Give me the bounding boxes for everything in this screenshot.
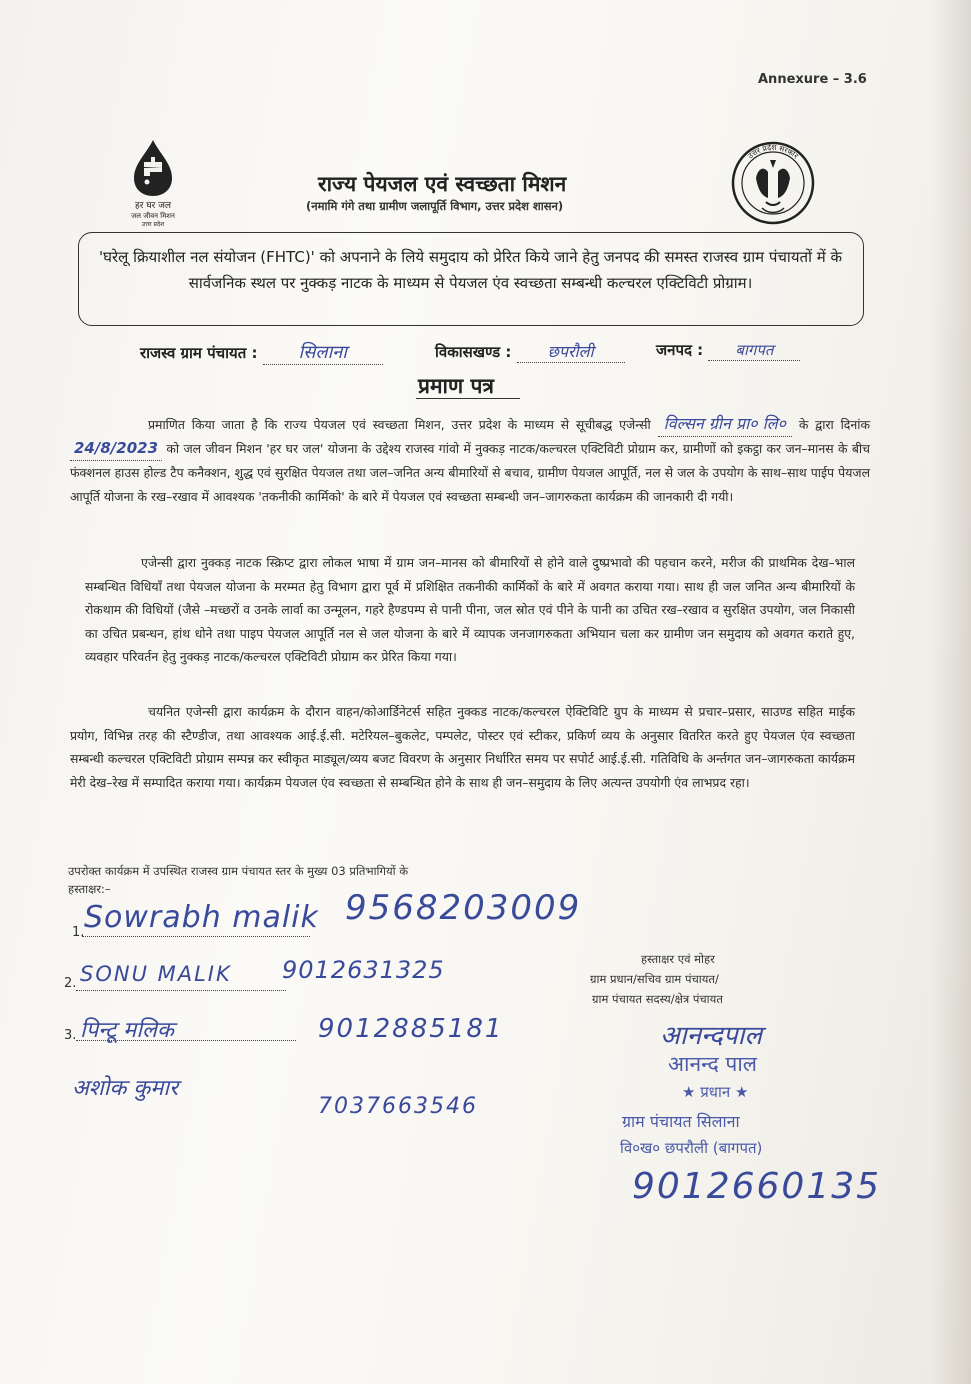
district-field xyxy=(656,340,800,361)
certificate-heading: प्रमाण पत्र xyxy=(418,374,494,398)
signature-label: हस्ताक्षर:– xyxy=(68,882,111,896)
participant-3-phone: 9012885181 xyxy=(318,1014,504,1044)
heading-underline xyxy=(416,398,520,399)
gram-panchayat-field xyxy=(140,340,383,365)
para1-text-a: प्रमाणित किया जाता है कि राज्य पेयजल एवं स्वच्छता मिशन, उत्तर प्रदेश के माध्यम से सूचीबद्ध एजेन्सी xyxy=(148,417,651,432)
pradhan-signature: आनन्दपाल xyxy=(660,1021,762,1051)
authority-line-1: हस्ताक्षर एवं मोहर xyxy=(641,952,715,966)
authority-line-2: ग्राम प्रधान/सचिव ग्राम पंचायत/ xyxy=(590,972,719,986)
district-label: जनपद : xyxy=(656,341,704,359)
participant-2-number: 2. xyxy=(64,976,77,991)
paragraph-1 xyxy=(70,412,870,508)
participant-3-signature: पिन्टू मलिक xyxy=(80,1018,174,1043)
paragraph-3 xyxy=(70,700,855,794)
emblem-icon xyxy=(728,138,818,228)
agency-name: विल्सन ग्रीन प्रा० लि० xyxy=(658,412,792,437)
mission-subtitle: (नमामि गंगे तथा ग्रामीण जलापूर्ति विभाग, उत्तर प्रदेश शासन) xyxy=(306,199,564,213)
up-government-emblem xyxy=(728,138,818,228)
logo-left-line1: हर घर जल xyxy=(135,201,171,211)
logo-left-line3: उत्तर प्रदेश xyxy=(141,221,165,228)
participants-note: उपरोक्त कार्यक्रम में उपस्थित राजस्व ग्राम पंचायत स्तर के मुख्य 03 प्रतिभागियों के xyxy=(68,864,409,878)
para1-text-c: को जल जीवन मिशन 'हर घर जल' योजना के उद्देश्य राजस्व गांवो में नुक्कड़ नाटक/कल्चरल एक्टिविटी प्रोग्राम कर, ग्रामीणों को इकट्ठा कर जन–मानस के बीच फंक्शनल हाउस होल्ड टैप कनैक्शन, शुद्ध एवं सुरक्षित पेयजल तथा जल–जनित अन्य बीमारियों से बचाव, ग्रामीण पेयजल आपूर्ति, नल से जल के उपयोग के साथ–साथ पाईप पेयजल आपूर्ति योजना के रख–रखाव में आवश्यक 'तकनीकी कार्मिको' के बारे में पेयजल एवं स्वच्छता सम्बन्धी जन–जागरुकता कार्यक्रम की जानकारी दी गयी। xyxy=(70,440,870,504)
para1-text-b: के द्वारा दिनांक xyxy=(798,417,870,432)
participant-3-number: 3. xyxy=(64,1028,77,1043)
program-description-text: 'घरेलू क्रियाशील नल संयोजन (FHTC)' को अपनाने के लिये समुदाय को प्रेरित किये जाने हेतु जनपद की समस्त राजस्व ग्राम पंचायतों में के सार्वजनिक स्थल पर नुक्कड़ नाटक के माध्यम से पेयजल एंव स्वच्छता सम्बन्धी कल्चरल एक्टिविटी प्रोग्राम। xyxy=(99,248,842,292)
stamp-panchayat: ग्राम पंचायत सिलाना xyxy=(622,1112,740,1131)
participant-4-phone: 7037663546 xyxy=(318,1094,478,1119)
gram-panchayat-value: सिलाना xyxy=(263,340,383,365)
program-date: 24/8/2023 xyxy=(70,437,162,462)
para3-text: चयनित एजेन्सी द्वारा कार्यक्रम के दौरान वाहन/कोआर्डिनेटर्स सहित नुक्कड नाटक/कल्चरल ऐक्टिविटि ग्रुप के माध्यम से प्रचार–प्रसार, साउण्ड सहित माईक प्रयोग, विभिन्न तरह की स्टैण्डीज, तथा आवश्यक आई.ई.सी. मटेरियल–बुकलेट, पम्पलेट, पोस्टर एवं स्टीकर, प्रकिर्ण व्यय के अनुसार वितरित करते हुए पेयजल एंव स्वच्छता सम्बन्धी कल्चरल एक्टिविटी प्रोग्राम सम्पन्न कर स्वीकृत माड्यूल/व्यय बजट विवरण के अनुसार निर्धारित समय पर सपोर्ट आई.ई.सी. गतिविधि के अर्न्तगत जन–जागरुकता कार्यक्रम मेरी देख–रेख में सम्पादित कराया गया। कार्यक्रम पेयजल एंव स्वच्छता से सम्बन्धित होने के साथ ही जन–समुदाय के लिए अत्यन्त उपयोगी एंव लाभप्रद रहा। xyxy=(70,704,855,790)
stamp-name: आनन्द पाल xyxy=(668,1052,758,1076)
paper-edge-shadow xyxy=(931,0,971,1384)
har-ghar-jal-logo xyxy=(108,138,198,228)
stamp-role: ★ प्रधान ★ xyxy=(682,1083,749,1101)
gram-panchayat-label: राजस्व ग्राम पंचायत : xyxy=(140,344,258,362)
district-value: बागपत xyxy=(708,340,800,361)
signature-line-2 xyxy=(76,990,286,991)
block-label: विकासखण्ड : xyxy=(435,343,512,361)
water-drop-tap-icon xyxy=(108,138,198,228)
participant-2-phone: 9012631325 xyxy=(282,956,445,984)
pradhan-phone: 9012660135 xyxy=(632,1166,882,1207)
participant-4-signature: अशोक कुमार xyxy=(72,1076,179,1101)
logo-left-line2: जल जीवन मिशन xyxy=(131,212,175,220)
participant-1-number: 1. xyxy=(72,925,85,940)
participant-1-phone: 9568203009 xyxy=(345,888,582,928)
signature-line-1 xyxy=(82,936,310,937)
svg-text:उत्तर प्रदेश सरकार xyxy=(746,143,801,161)
para2-text: एजेन्सी द्वारा नुक्कड़ नाटक स्क्रिप्ट द्वारा लोकल भाषा में ग्राम जन–मानस को बीमारियों से होने वाले दुष्प्रभावो की पहचान करने, मरीज की प्राथमिक देख–भाल सम्बन्धित विधियाँ तथा पेयजल योजना के मरम्मत हेतु विभाग द्वारा पूर्व में प्रशिक्षित तकनीकी कार्मिकों के बारे में अवगत कराया गया। साथ ही जल जनित अन्य बीमारियों के रोकथाम की विधियों (जैसे –मच्छरों व उनके लार्वा का उन्मूलन, गहरे हैण्डपम्प से पानी पीना, जल स्रोत एवं पीने के पानी का उचित रख–रखाव व सुरक्षित उपयोग, जल निकासी का उचित प्रबन्धन, हांथ धोने तथा पाइप पेयजल आपूर्ति नल से जल योजना के बारे में व्यापक जनजागरुकता अभियान चला कर ग्रामीण जन समुदाय को अवगत कराते हुए, व्यवहार परिवर्तन हेतु नुक्कड़ नाटक/कल्चरल एक्टिविटी प्रोग्राम कर प्रेरित किया गया। xyxy=(85,555,855,665)
participant-2-signature: SONU MALIK xyxy=(80,962,232,986)
block-value: छपरौली xyxy=(517,340,625,363)
emblem-text: उत्तर प्रदेश सरकार xyxy=(746,142,801,161)
mission-title: राज्य पेयजल एवं स्वच्छता मिशन xyxy=(318,172,567,196)
participant-1-signature: Sowrabh malik xyxy=(84,900,319,935)
block-field xyxy=(435,340,625,363)
authority-line-3: ग्राम पंचायत सदस्य/क्षेत्र पंचायत xyxy=(592,992,723,1006)
annexure-label: Annexure – 3.6 xyxy=(758,72,867,87)
stamp-block: वि०ख० छपरौली (बागपत) xyxy=(620,1139,763,1157)
signature-line-3 xyxy=(76,1040,296,1041)
paragraph-2 xyxy=(85,551,855,669)
